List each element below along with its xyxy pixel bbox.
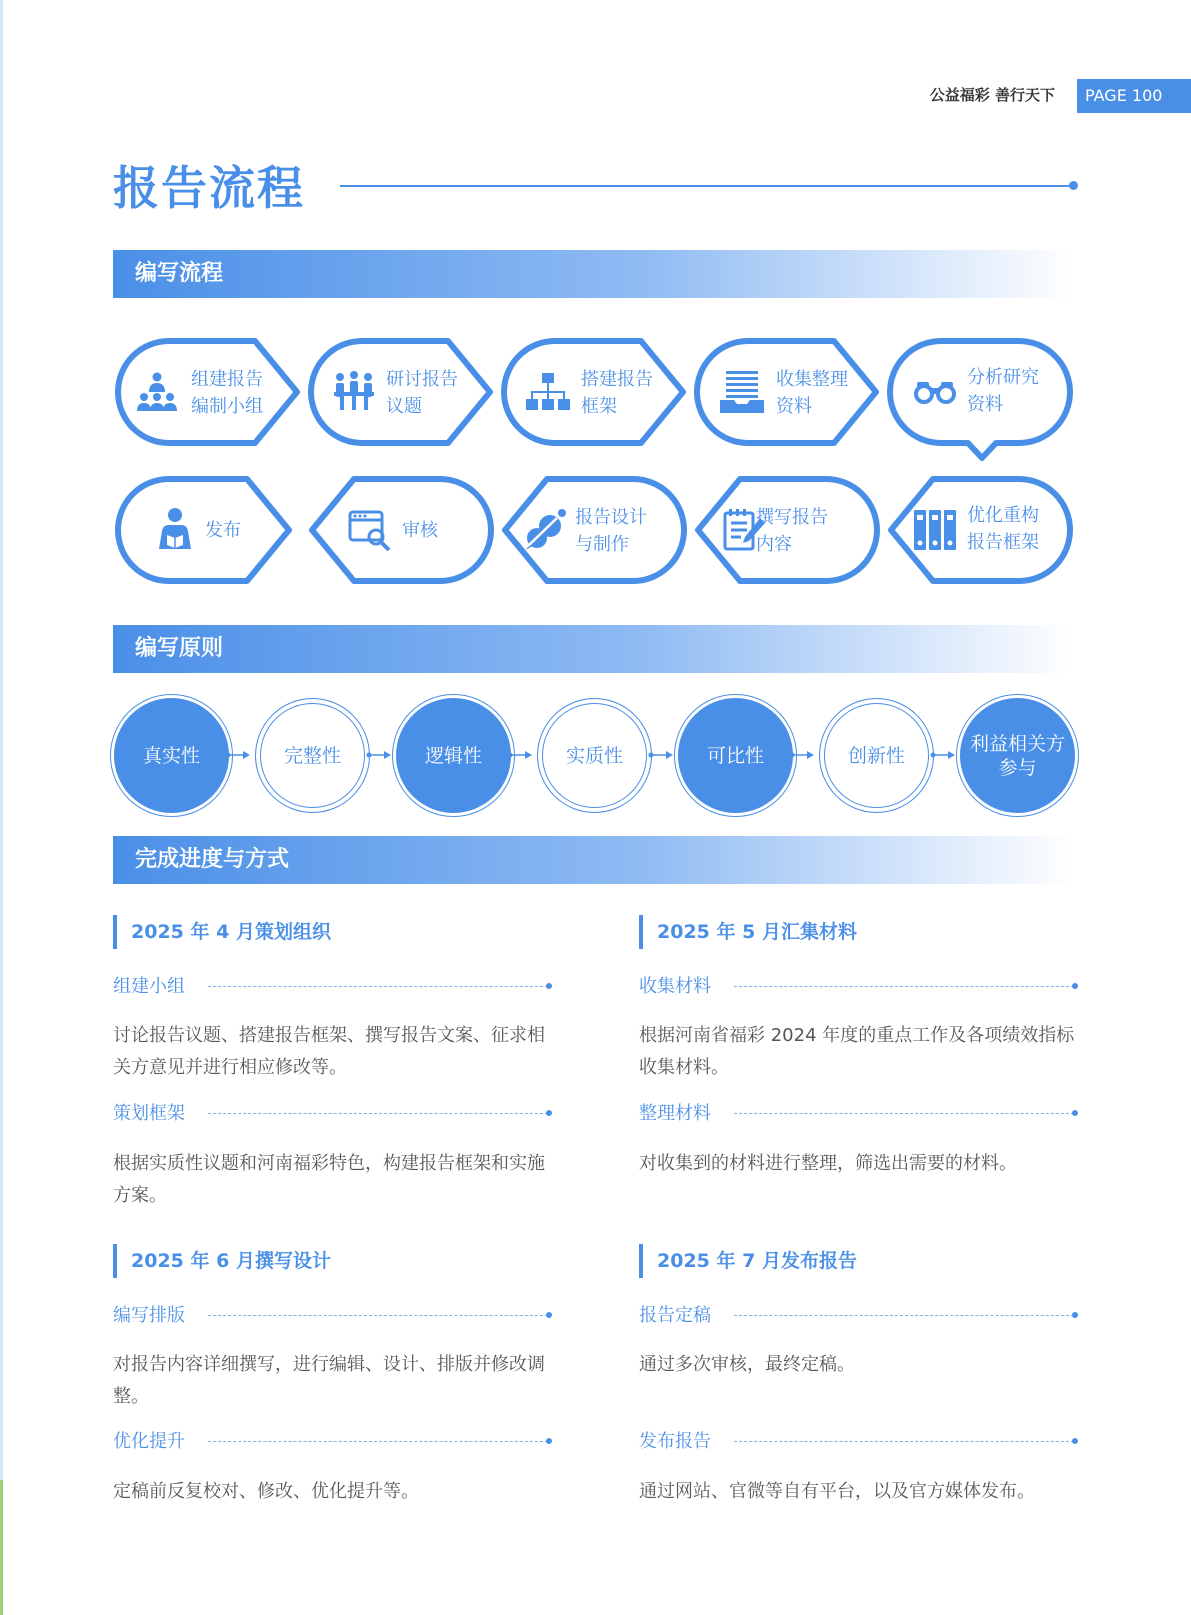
phase-item-title: 优化提升 (113, 1431, 185, 1452)
binoculars-icon (913, 370, 957, 414)
arrow-connector-icon (930, 750, 956, 760)
page-title: 报告流程 (113, 161, 305, 215)
binders-icon (913, 508, 957, 552)
page-edge-stripe (0, 0, 3, 1480)
rule-dot (1072, 983, 1078, 989)
principle-circle (960, 698, 1075, 813)
arrow-connector-icon (366, 750, 392, 760)
dashed-rule (208, 986, 548, 987)
page-number-tag: PAGE 100 (1077, 79, 1191, 113)
step-label-line1: 收集整理 (776, 369, 848, 390)
meeting-icon (332, 370, 376, 414)
principle-label: 逻辑性 (424, 744, 482, 767)
phase-item-text: 对报告内容详细撰写，进行编辑、设计、排版并修改调整。 (113, 1354, 545, 1407)
rule-dot (1072, 1110, 1078, 1116)
dashed-rule (208, 1315, 548, 1316)
org-chart-icon (526, 370, 570, 414)
step-label-line1: 搭建报告 (581, 369, 653, 390)
step-label-line1: 研讨报告 (386, 369, 458, 390)
phase-heading: 2025 年 5 月汇集材料 (639, 918, 857, 946)
step-label-line2: 议题 (386, 396, 422, 417)
phase-heading: 2025 年 7 月发布报告 (639, 1247, 857, 1275)
section-title: 完成进度与方式 (135, 847, 290, 872)
process-step-4 (692, 336, 882, 448)
step-label-line2: 编制小组 (191, 396, 263, 417)
title-rule-dot (1069, 181, 1078, 190)
dashed-rule (734, 986, 1074, 987)
process-step-2 (306, 336, 496, 448)
step-label: 发布 (205, 520, 241, 541)
dashed-rule (734, 1113, 1074, 1114)
rule-dot (1072, 1312, 1078, 1318)
phase-item-title: 整理材料 (639, 1103, 711, 1124)
principle-label: 真实性 (142, 744, 200, 767)
step-label-line2: 与制作 (575, 534, 629, 555)
phase-item-title: 发布报告 (639, 1431, 711, 1452)
process-step-6 (885, 474, 1075, 586)
rule-dot (1072, 1438, 1078, 1444)
section-bar-schedule (113, 836, 1075, 884)
phase-item-title: 组建小组 (113, 976, 185, 997)
rule-dot (546, 983, 552, 989)
step-label-line2: 报告框架 (967, 532, 1039, 553)
section-bar-principles (113, 625, 1075, 673)
rule-dot (546, 1312, 552, 1318)
arrow-connector-icon (225, 750, 251, 760)
phase-item-title: 报告定稿 (639, 1305, 711, 1326)
principle-label: 完整性 (283, 744, 341, 767)
dashed-rule (208, 1113, 548, 1114)
header-slogan: 公益福彩 善行天下 (929, 86, 1055, 104)
phase-item-text: 根据实质性议题和河南福彩特色，构建报告框架和实施方案。 (113, 1153, 545, 1206)
phase-item-text: 根据河南省福彩 2024 年度的重点工作及各项绩效指标收集材料。 (639, 1025, 1075, 1078)
principle-label: 实质性 (565, 744, 623, 767)
arrow-connector-icon (507, 750, 533, 760)
document-stack-icon (720, 370, 764, 414)
phase-heading: 2025 年 6 月撰写设计 (113, 1247, 331, 1275)
phase-item-title: 策划框架 (113, 1103, 185, 1124)
step-shape (306, 474, 496, 586)
step-label-line2: 资料 (776, 396, 812, 417)
phase-item-title: 编写排版 (113, 1305, 185, 1326)
step-label-line1: 优化重构 (967, 505, 1039, 526)
principle-label: 利益相关方参与 (969, 732, 1065, 779)
browser-search-icon (348, 508, 392, 552)
phase-item-text: 定稿前反复校对、修改、优化提升等。 (113, 1481, 419, 1502)
dashed-rule (734, 1441, 1074, 1442)
phase-item-text: 讨论报告议题、搭建报告框架、撰写报告文案、征求相关方意见并进行相应修改等。 (113, 1025, 545, 1078)
title-rule (340, 185, 1075, 187)
reader-icon (153, 507, 197, 551)
principle-circle (114, 698, 229, 813)
arrow-connector-icon (789, 750, 815, 760)
dashed-rule (734, 1315, 1074, 1316)
process-step-3 (499, 336, 689, 448)
section-bar-process (113, 250, 1075, 298)
dashed-rule (208, 1441, 548, 1442)
design-icon (523, 508, 567, 552)
process-step-1 (113, 336, 303, 448)
step-label-line2: 资料 (967, 394, 1003, 415)
phase-item-title: 收集材料 (639, 976, 711, 997)
rule-dot (546, 1110, 552, 1116)
process-step-7 (692, 474, 882, 586)
step-label-line1: 组建报告 (191, 369, 263, 390)
step-label-line2: 框架 (581, 396, 617, 417)
step-label: 审核 (402, 520, 438, 541)
process-step-10 (113, 474, 303, 586)
process-step-5 (885, 336, 1075, 448)
rule-dot (546, 1438, 552, 1444)
phase-heading: 2025 年 4 月策划组织 (113, 918, 331, 946)
principle-circle (678, 698, 793, 813)
principle-label: 创新性 (847, 744, 905, 767)
step-label-line2: 内容 (756, 534, 792, 555)
phase-item-text: 通过网站、官微等自有平台，以及官方媒体发布。 (639, 1481, 1035, 1502)
section-title: 编写原则 (135, 636, 224, 661)
principle-label: 可比性 (706, 744, 764, 767)
principle-circle (255, 698, 370, 813)
section-title: 编写流程 (135, 261, 224, 286)
arrow-connector-icon (648, 750, 674, 760)
phase-item-text: 通过多次审核，最终定稿。 (639, 1354, 855, 1375)
process-step-8 (499, 474, 689, 586)
step-label-line1: 分析研究 (967, 367, 1039, 388)
process-step-9 (306, 474, 496, 586)
team-icon (135, 370, 179, 414)
step-label-line1: 报告设计 (575, 507, 647, 528)
principle-circle (537, 698, 652, 813)
phase-item-text: 对收集到的材料进行整理，筛选出需要的材料。 (639, 1153, 1017, 1174)
page-edge-accent (0, 1480, 3, 1615)
principle-circle (396, 698, 511, 813)
principle-circle (819, 698, 934, 813)
step-label-line1: 撰写报告 (756, 507, 828, 528)
